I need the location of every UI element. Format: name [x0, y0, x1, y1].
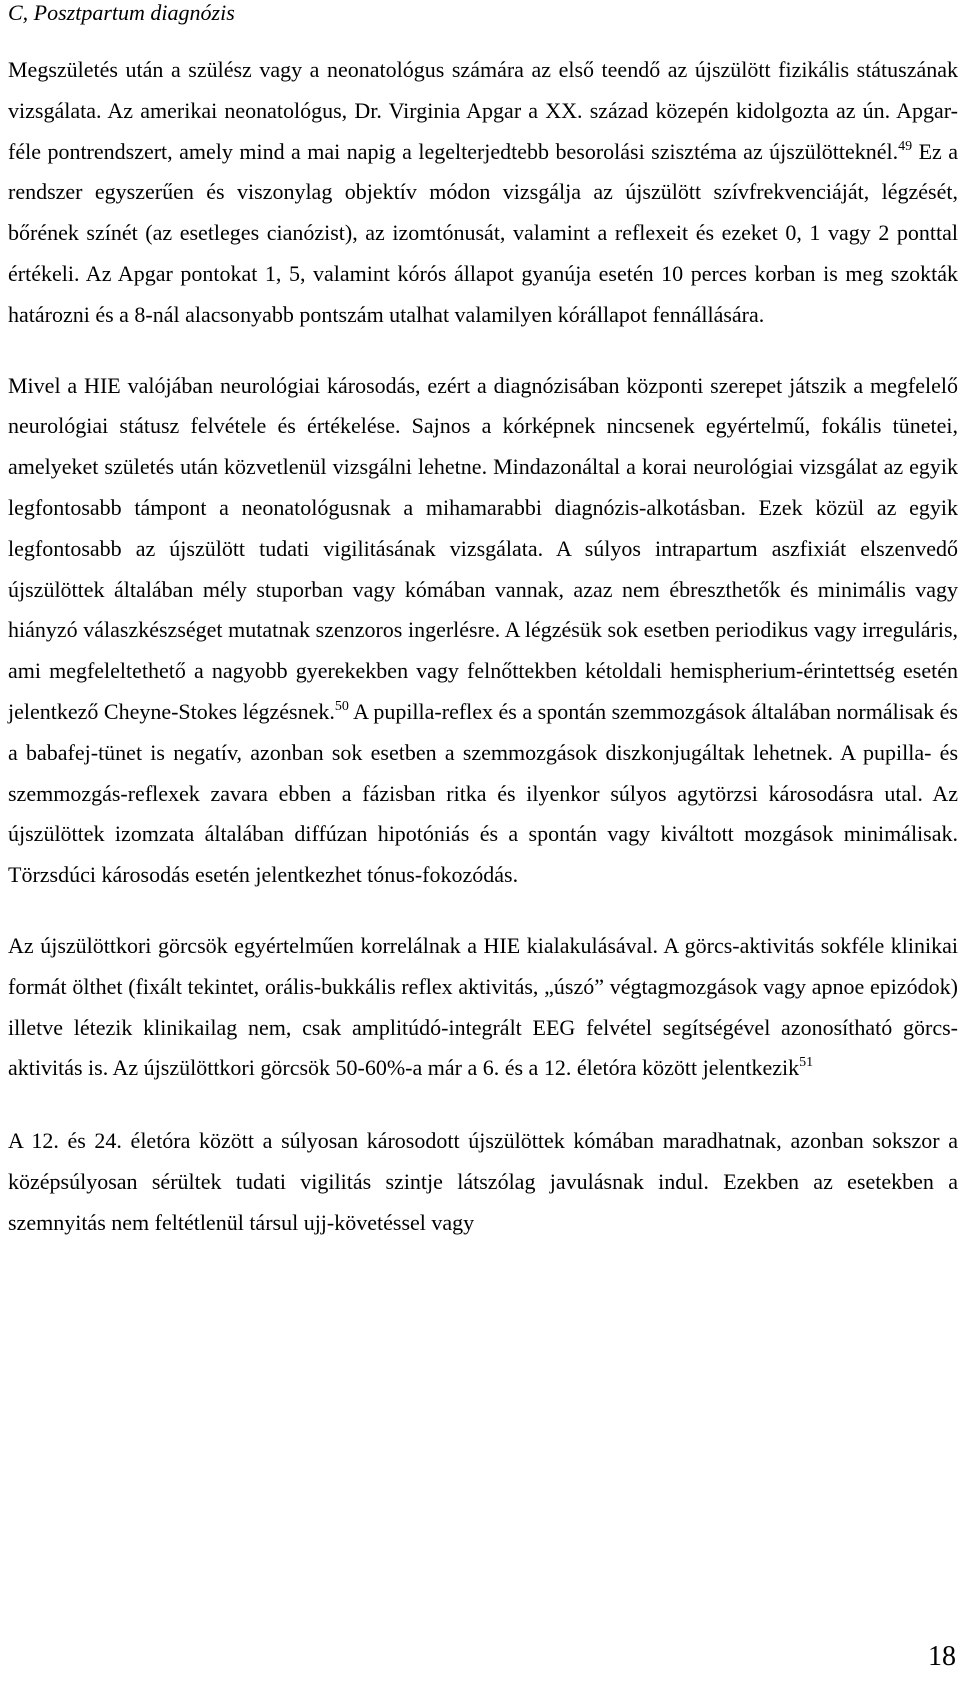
paragraph-text: Megszületés után a szülész vagy a neonatológus számára az első teendő az újszülött fizikális státuszának vizsgálata. Az amerikai neonatológus, Dr. Virginia Apgar a XX. század közepén kidolgozta az ún. Apgar-féle pontrendszert, amely mind a mai napig a legelterjedtebb besorolási szisztéma az újszülötteknél. [8, 57, 958, 164]
paragraph-text: A 12. és 24. életóra között a súlyosan károsodott újszülöttek kómában maradhatnak, azonban sokszor a középsúlyosan sérültek tudati vigilitás szintje látszólag javulásnak indul. Ezekben az esetekben a szemnyitás nem feltétlenül társul ujj-követéssel vagy [8, 1128, 958, 1235]
footnote-ref: 49 [898, 138, 913, 154]
paragraph-text: Ez a rendszer egyszerűen és viszonylag objektív módon vizsgálja az újszülött szívfrekvenciáját, légzését, bőrének színét (az esetleges cianózist), az izomtónusát, valamint a reflexeit és ezeket 0, 1 vagy 2 ponttal értékeli. Az Apgar pontokat 1, 5, valamint kórós állapot gyanúja esetén 10 perces korban is meg szokták határozni és a 8-nál alacsonyabb pontszám utalhat valamilyen kórállapot fennállására. [8, 138, 959, 327]
paragraph-text: Mivel a HIE valójában neurológiai károsodás, ezért a diagnózisában központi szerepet játszik a megfelelő neurológiai státusz felvétele és értékelése. Sajnos a kórképnek nincsenek egyértelmű, fokális tünetei, amelyeket születés után közvetlenül vizsgálni lehetne. Mindazonáltal a korai neurológiai vizsgálat az egyik legfontosabb támpont a neonatológusnak a mihamarabbi diagnózis-alkotásban. Ezek közül az egyik legfontosabb az újszülött tudati vigilitásának vizsgálata. A súlyos intrapartum aszfixiát elszenvedő újszülöttek általában mély stuporban vagy kómában vannak, azaz nem ébreszthetők és minimális vagy hiányzó válaszkészséget mutatnak szenzoros ingerlésre. A légzésük sok esetben periodikus vagy irreguláris, ami megfeleltethető a nagyobb gyerekekben vagy felnőttekben kétoldali hemispherium-érintettség esetén jelentkező Cheyne-Stokes légzésnek. [8, 372, 958, 724]
page-number: 18 [928, 1641, 956, 1672]
paragraph-seizures [8, 926, 958, 1089]
footnote-ref: 51 [799, 1055, 814, 1071]
section-heading: C, Posztpartum diagnózis [8, 0, 235, 25]
paragraph-apgar [8, 50, 958, 336]
paragraph-neurological-status [8, 366, 958, 896]
paragraph-text: A pupilla-reflex és a spontán szemmozgások általában normálisak és a babafej-tünet is negatív, azonban sok esetben a szemmozgások diszkonjugáltak lehetnek. A pupilla- és szemmozgás-reflexek zavara ebben a fázisban ritka és ilyenkor súlyos agytörzsi károsodásra utal. Az újszülöttek izomzata általában diffúzan hipotóniás és a spontán vagy kiváltott mozgások minimálisak. Törzsdúci károsodás esetén jelentkezhet tónus-fokozódás. [8, 698, 958, 888]
paragraph-text: Az újszülöttkori görcsök egyértelműen korrelálnak a HIE kialakulásával. A görcs-aktivitás sokféle klinikai formát ölthet (fixált tekintet, orális-bukkális reflex aktivitás, „úszó” végtagmozgások vagy apnoe epizódok) illetve létezik klinikailag nem, csak amplitúdó-integrált EEG felvétel segítségével azonosítható görcs-aktivitás is. Az újszülöttkori görcsök 50-60%-a már a 6. és a 12. életóra között jelentkezik [8, 932, 958, 1081]
footnote-ref: 50 [334, 698, 349, 714]
document-page [8, 0, 958, 1244]
paragraph-12-24-hours [8, 1121, 958, 1243]
